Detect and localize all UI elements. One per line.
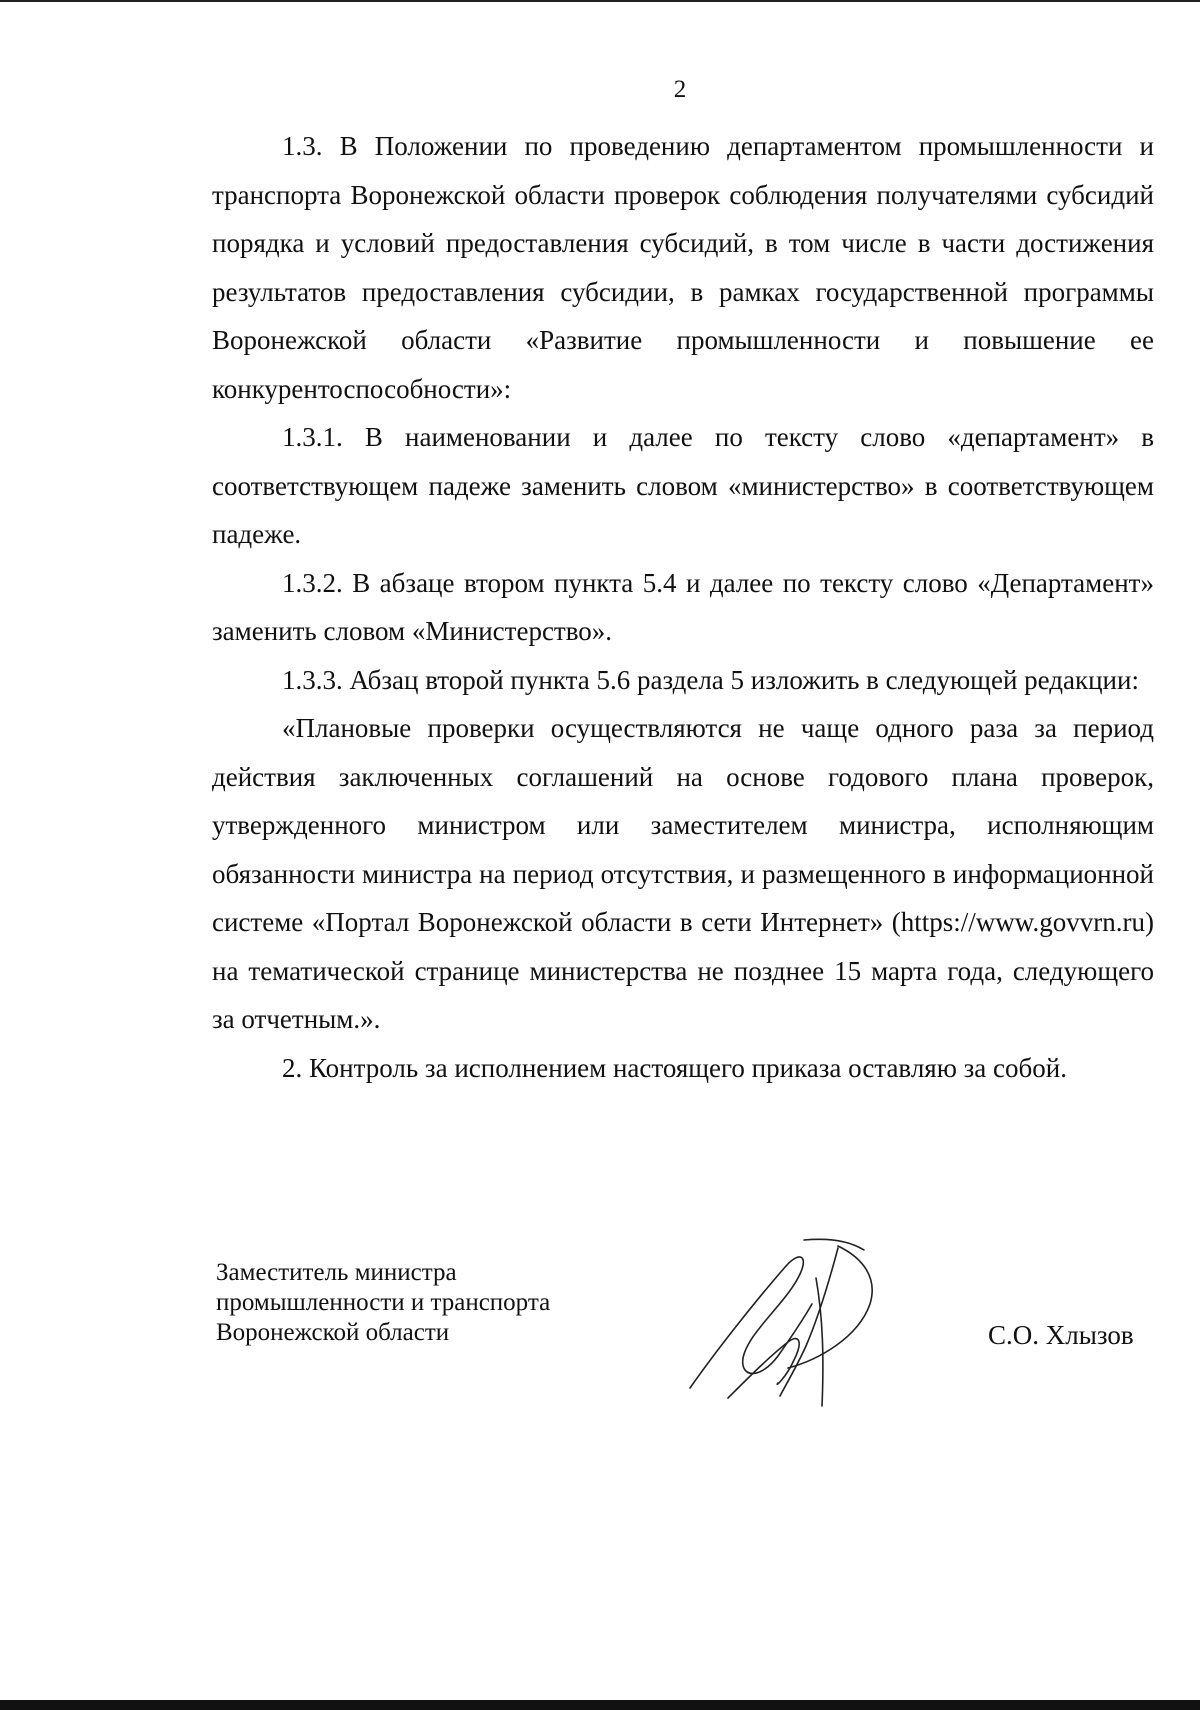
signer-position-line: Заместитель министра [216, 1259, 457, 1286]
paragraph-1-3-1: 1.3.1. В наименовании и далее по тексту слово «департамент» в соответствующем падеже заменить словом «министерство» в соответствующем падеже. [212, 422, 1154, 549]
signer-position-line: промышленности и транспорта [216, 1289, 551, 1316]
signer-name: С.О. Хлызов [988, 1320, 1134, 1350]
paragraph-1-3-2: 1.3.2. В абзаце втором пункта 5.4 и далее по тексту слово «Департамент» заменить словом «Министерство». [212, 567, 1154, 646]
paragraph-1-3-3: 1.3.3. Абзац второй пункта 5.6 раздела 5 изложить в следующей редакции: [282, 664, 1139, 695]
paragraph-1-3: 1.3. В Положении по проведению департаментом промышленности и транспорта Воронежской области проверок соблюдения получателями субсидий порядка и условий предоставления субсидий, в том числе в части достижения результатов предоставления субсидии, в рамках государственной программы Воронежской области «Развитие промышленности и повышение ее конкурентоспособности»: [212, 131, 1154, 404]
scan-edge-top [0, 0, 1200, 2]
scan-edge-bottom [0, 1700, 1200, 1710]
paragraph-quoted-amendment: «Плановые проверки осуществляются не чаще одного раза за период действия заключенных соглашений на основе годового плана проверок, утвержденного министром или заместителем министра, исполняющим обязанности министра на период отсутствия, и размещенного в информационной системе «Портал Воронежской области в сети Интернет» (https://www.govvrn.ru) на тематической странице министерства не позднее 15 марта года, следующего за отчетным.». [212, 713, 1154, 1034]
handwritten-signature-icon [688, 1238, 908, 1408]
document-body [212, 122, 1154, 1092]
signer-position [216, 1258, 550, 1348]
paragraph-2-control: 2. Контроль за исполнением настоящего приказа оставляю за собой. [282, 1052, 1067, 1083]
signer-position-line: Воронежской области [216, 1319, 450, 1346]
page-number: 2 [673, 76, 687, 103]
